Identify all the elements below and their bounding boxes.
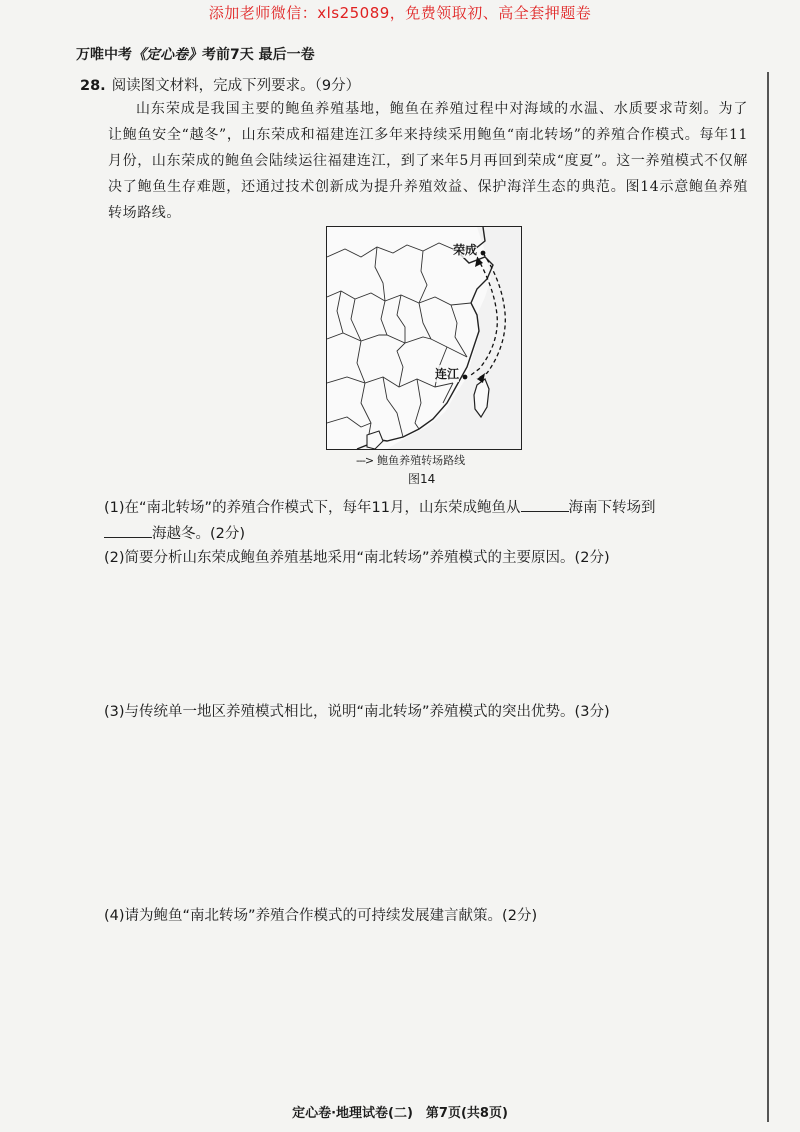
answer-blank-2[interactable]	[104, 523, 152, 538]
question-heading	[80, 74, 360, 95]
legend-route-text: 鲍鱼养殖转场路线	[377, 454, 466, 467]
page-binding-rule	[767, 72, 769, 1122]
figure-caption: 图14	[408, 472, 436, 486]
page-header	[76, 44, 315, 64]
header-suffix: 考前7天 最后一卷	[202, 47, 315, 63]
header-prefix: 万唯中考	[76, 47, 132, 63]
q1-text-part1: (1)在“南北转场”的养殖合作模式下，每年11月，山东荣成鲍鱼从	[104, 500, 521, 516]
question-instruction: 阅读图文材料，完成下列要求。（9分）	[111, 78, 361, 94]
q1-text-part2: 海南下转场到	[568, 500, 656, 516]
subquestion-1-line-1	[104, 496, 656, 517]
map-drawing	[327, 227, 521, 449]
page-footer: 定心卷·地理试卷(二) 第7页(共8页)	[292, 1106, 508, 1121]
question-number: 28.	[80, 78, 106, 94]
subquestion-4: (4)请为鲍鱼“南北转场”养殖合作模式的可持续发展建言献策。(2分)	[104, 908, 538, 924]
legend-route-symbol: --->	[356, 454, 374, 467]
rongcheng-dot	[481, 251, 486, 256]
subquestion-3: (3)与传统单一地区养殖模式相比，说明“南北转场”养殖模式的突出优势。(3分)	[104, 704, 610, 720]
route-map	[326, 226, 522, 450]
header-book: 《定心卷》	[132, 47, 202, 63]
subquestion-2: (2)简要分析山东荣成鲍鱼养殖基地采用“南北转场”养殖模式的主要原因。(2分)	[104, 550, 610, 566]
answer-blank-1[interactable]	[521, 497, 569, 512]
map-legend	[356, 452, 465, 468]
label-rongcheng: 荣成	[453, 243, 478, 257]
subquestion-1-line-2	[104, 522, 245, 543]
q1-text-part3: 海越冬。(2分)	[152, 526, 246, 542]
lianjiang-dot	[463, 375, 468, 380]
question-passage: 山东荣成是我国主要的鲍鱼养殖基地，鲍鱼在养殖过程中对海域的水温、水质要求苛刻。为了让鲍鱼安全“越冬”，山东荣成和福建连江多年来持续采用鲍鱼“南北转场”的养殖合作模式。每年11月份，山东荣成的鲍鱼会陆续运往福建连江，到了来年5月再回到荣成“度夏”。这一养殖模式不仅解决了鲍鱼生存难题，还通过技术创新成为提升养殖效益、保护海洋生态的典范。图14示意鲍鱼养殖转场路线。	[108, 101, 748, 221]
watermark-text: 添加老师微信：xls25089，免费领取初、高全套押题卷	[208, 4, 592, 22]
label-lianjiang: 连江	[435, 367, 460, 381]
